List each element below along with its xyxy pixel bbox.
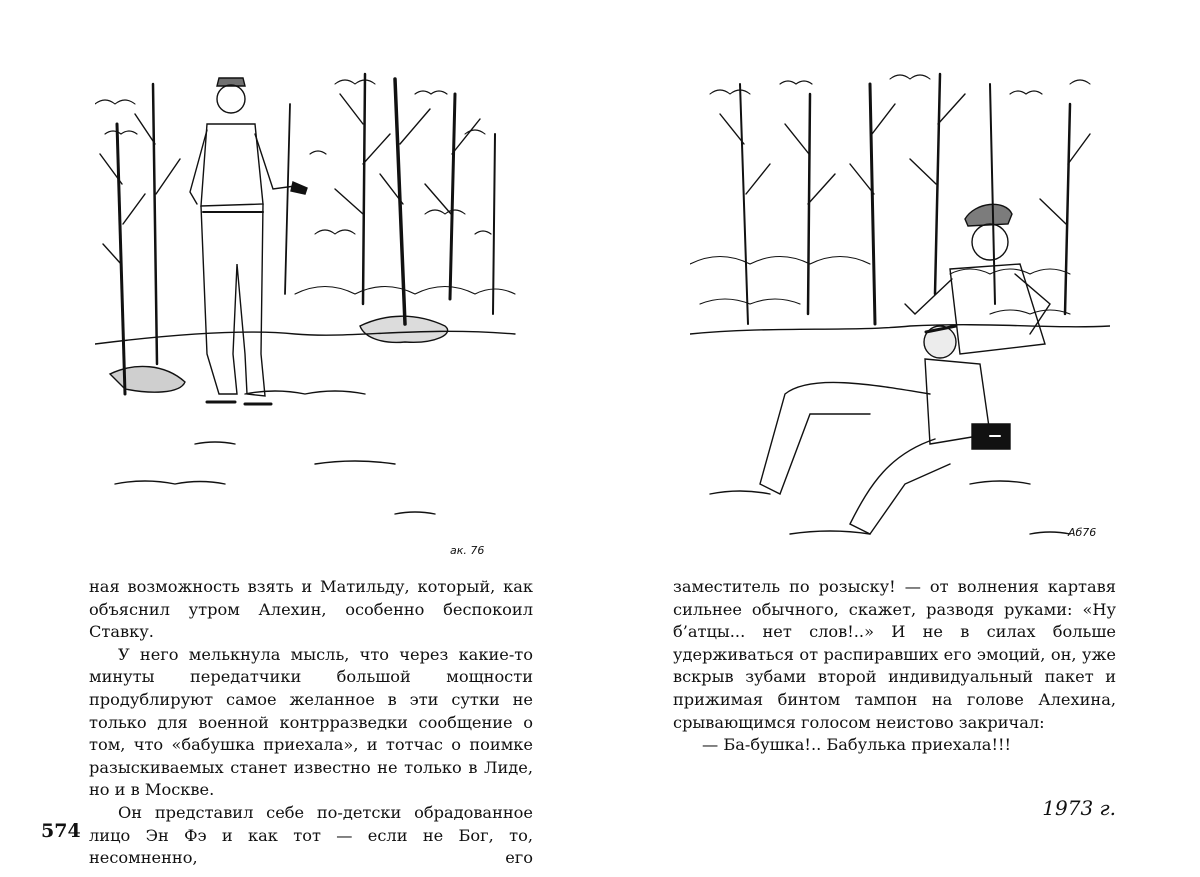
right-text-column [673, 576, 1116, 757]
right-illustration-signature: Аб76 [1068, 526, 1097, 539]
left-text-column [89, 576, 533, 870]
left-illustration-signature: ак. 76 [450, 544, 485, 557]
left-illustration [95, 64, 535, 564]
left-paragraph-2: У него мелькнула мысль, что через какие-то минуты передатчики большой мощности продублируют самое желанное в эти сутки не только для военной контрразведки сообщение о том, что «бабушка приехала», и тотчас о поимке разыскиваемых станет известно не только в Лиде, но и в Москве. [89, 644, 533, 800]
right-illustration [690, 64, 1110, 560]
right-paragraph-1: заместитель по розыску! — от волнения картавя сильнее обычного, скажет, разводя руками: «Ну б’атцы... нет слов!..» И не в силах больше удерживаться от распиравших его эмоций, он, уже вскрыв зубами второй индивидуальный пакет и прижимая бинтом тампон на голове Алехина, срывающимся голосом неистово закричал: [673, 577, 1116, 732]
date-signature: 1973 г. [1042, 796, 1116, 820]
page-number: 574 [41, 820, 81, 842]
left-paragraph-1: ная возможность взять и Матильду, который, как объяснил утром Алехин, особенно беспокоил Ставку. [89, 577, 533, 642]
left-paragraph-3: Он представил себе по-детски обрадованное лицо Эн Фэ и как тот — если не Бог, то, несомненно, его [89, 802, 533, 868]
right-paragraph-2: — Ба-бушка!.. Бабулька приехала!!! [702, 735, 1011, 755]
